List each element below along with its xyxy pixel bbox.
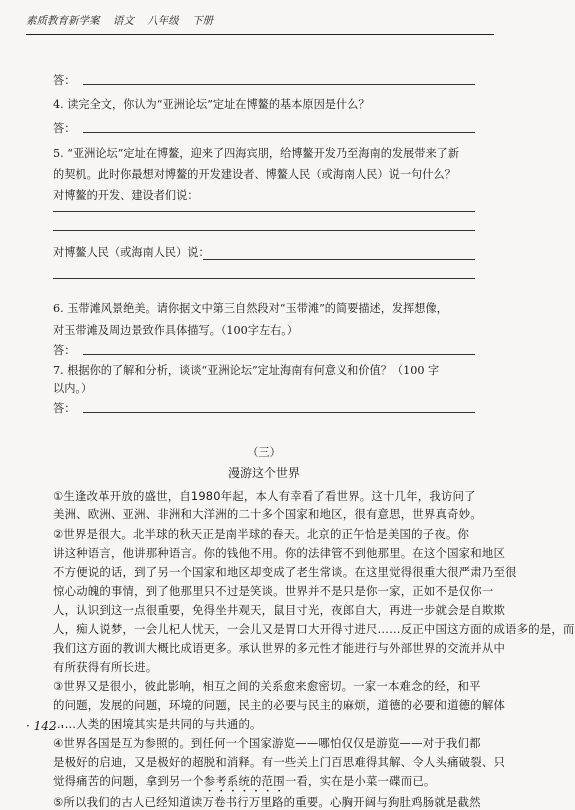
essay-p3-line-3: ……人类的困境其实是共同的与共通的。 (53, 717, 262, 731)
question-7-line-2: 以内。） (53, 382, 93, 395)
essay-p4-line-3-a: 觉得痛苦的问题，拿到另一个 (53, 774, 204, 788)
question-5-line-2: 的契机。此时你最想对博鳌的开发建设者、博鳌人民（或海南人民）说一句什么？ (53, 168, 456, 181)
essay-p2-line-7: 我们这方面的教训大概比成语更多。承认世界的多元性才能进行与外部世界的交流并从中 (53, 641, 506, 655)
question-6-line-2: 对玉带滩及周边景致作具体描写。（100字左右。） (53, 324, 299, 337)
volume-label: 下册 (192, 15, 214, 27)
answer-line (83, 132, 475, 133)
section-title: 漫游这个世界 (227, 466, 300, 480)
question-6-line-1: 6. 玉带滩风景绝美。请你据文中第三自然段对“玉带滩”的简要描述，发挥想像， (53, 302, 448, 315)
essay-p2-line-2: 讲这种语言，他讲那种语言。你的钱他不用。你的法律管不到他那里。在这个国家和地区 (53, 546, 506, 560)
answer-row-q4[interactable] (53, 120, 475, 134)
essay-p1-line-1: ①生逢改革开放的盛世，自1980年起，本人有幸看了看世界。这十几年，我访问了 (53, 489, 476, 503)
essay-p4-line-2: 是极好的启迪，又是极好的超脱和消释。有一些关上门百思难得其解、令人头痛破裂、只 (53, 755, 506, 769)
answer-line (83, 84, 475, 85)
essay-p2-line-4: 惊心动魄的事情，到了他那里只不过是笑谈。世界并不是只是你一家，正如不是仅你一 (53, 584, 494, 598)
essay-p4-line-3-c: 一看，实在是小菜一碟而已。 (284, 774, 436, 788)
answer-line-q5-b2[interactable] (53, 278, 475, 279)
essay-p2-line-8: 有所获得有所长进。 (53, 660, 158, 674)
essay-p3-line-1: ③世界又是很小，彼此影响，相互之间的关系愈来愈密切。一家一本难念的经，和平 (53, 679, 481, 693)
question-5-sub-2: 对博鳌人民（或海南人民）说： (53, 246, 210, 259)
running-header (26, 6, 494, 35)
essay-p2-line-5: 人，认识到这一点很重要，免得坐井观天，鼠目寸光，夜郎自大，再进一步就会是自欺欺 (53, 603, 506, 617)
answer-label: 答： (53, 402, 76, 415)
question-4: 4. 读完全文，你认为“亚洲论坛”定址在博鳌的基本原因是什么？ (53, 98, 370, 111)
essay-p4-line-1: ④世界各国是互为参照的。到任何一个国家游览——哪怕仅仅是游览——对于我们都 (53, 736, 481, 750)
book-title: 素质教育新学案 (26, 15, 100, 27)
subject-label: 语文 (112, 15, 134, 27)
answer-line-q5-b1[interactable] (203, 259, 475, 260)
essay-p2-line-6: 人，痴人说梦，一会儿杞人忧天，一会儿又是胃口大开得寸进尺……反正中国这方面的成语多的是，而 (53, 622, 575, 636)
question-7-line-1: 7. 根据你的了解和分析，谈谈“亚洲论坛”定址海南有何意义和价值？（100 字 (53, 364, 440, 377)
answer-label: 答： (53, 122, 76, 135)
answer-line (83, 354, 475, 355)
page-number: · 142 · (26, 719, 65, 733)
grade-label: 八年级 (147, 15, 179, 27)
essay-p3-line-2: 的问题，发展的问题，环境的问题，民主的必要与民主的麻烦，道德的必要和道德的解体 (53, 698, 506, 712)
answer-label: 答： (53, 74, 76, 87)
answer-row-q6[interactable] (53, 342, 475, 356)
essay-p1-line-2: 美洲、欧洲、亚洲、非洲和大洋洲的二十多个国家和地区，很有意思，世界真奇妙。 (53, 507, 482, 521)
essay-p2-line-1: ②世界是很大。北半球的秋天正是南半球的春天。北京的正午恰是美国的子夜。你 (53, 527, 470, 541)
answer-line-q5-a2[interactable] (53, 230, 475, 231)
question-5-line-1: 5. “亚洲论坛”定址在博鳌，迎来了四海宾朋，给博鳌开发乃至海南的发展带来了新 (53, 147, 460, 160)
answer-row-q7[interactable] (53, 400, 475, 414)
essay-emphasized-phrase: 参考系统的范围 (203, 774, 285, 788)
answer-row[interactable] (53, 72, 475, 86)
answer-line-q5-a1[interactable] (53, 211, 475, 212)
question-5-sub-1: 对博鳌的开发、建设者们说： (53, 189, 199, 202)
section-number: （三） (247, 446, 281, 459)
essay-p4-line-3 (53, 773, 475, 795)
answer-label: 答： (53, 344, 76, 357)
essay-p5-line-1: ⑤所以我们的古人已经知道读万卷书行万里路的重要。心胸开阔与狗肚鸡肠就是截然 (53, 795, 481, 809)
answer-line (83, 412, 475, 413)
essay-p2-line-3: 不方便说的话，到了另一个国家和地区却变成了老生常谈。在这里觉得很重大很严肃乃至很 (53, 565, 517, 579)
